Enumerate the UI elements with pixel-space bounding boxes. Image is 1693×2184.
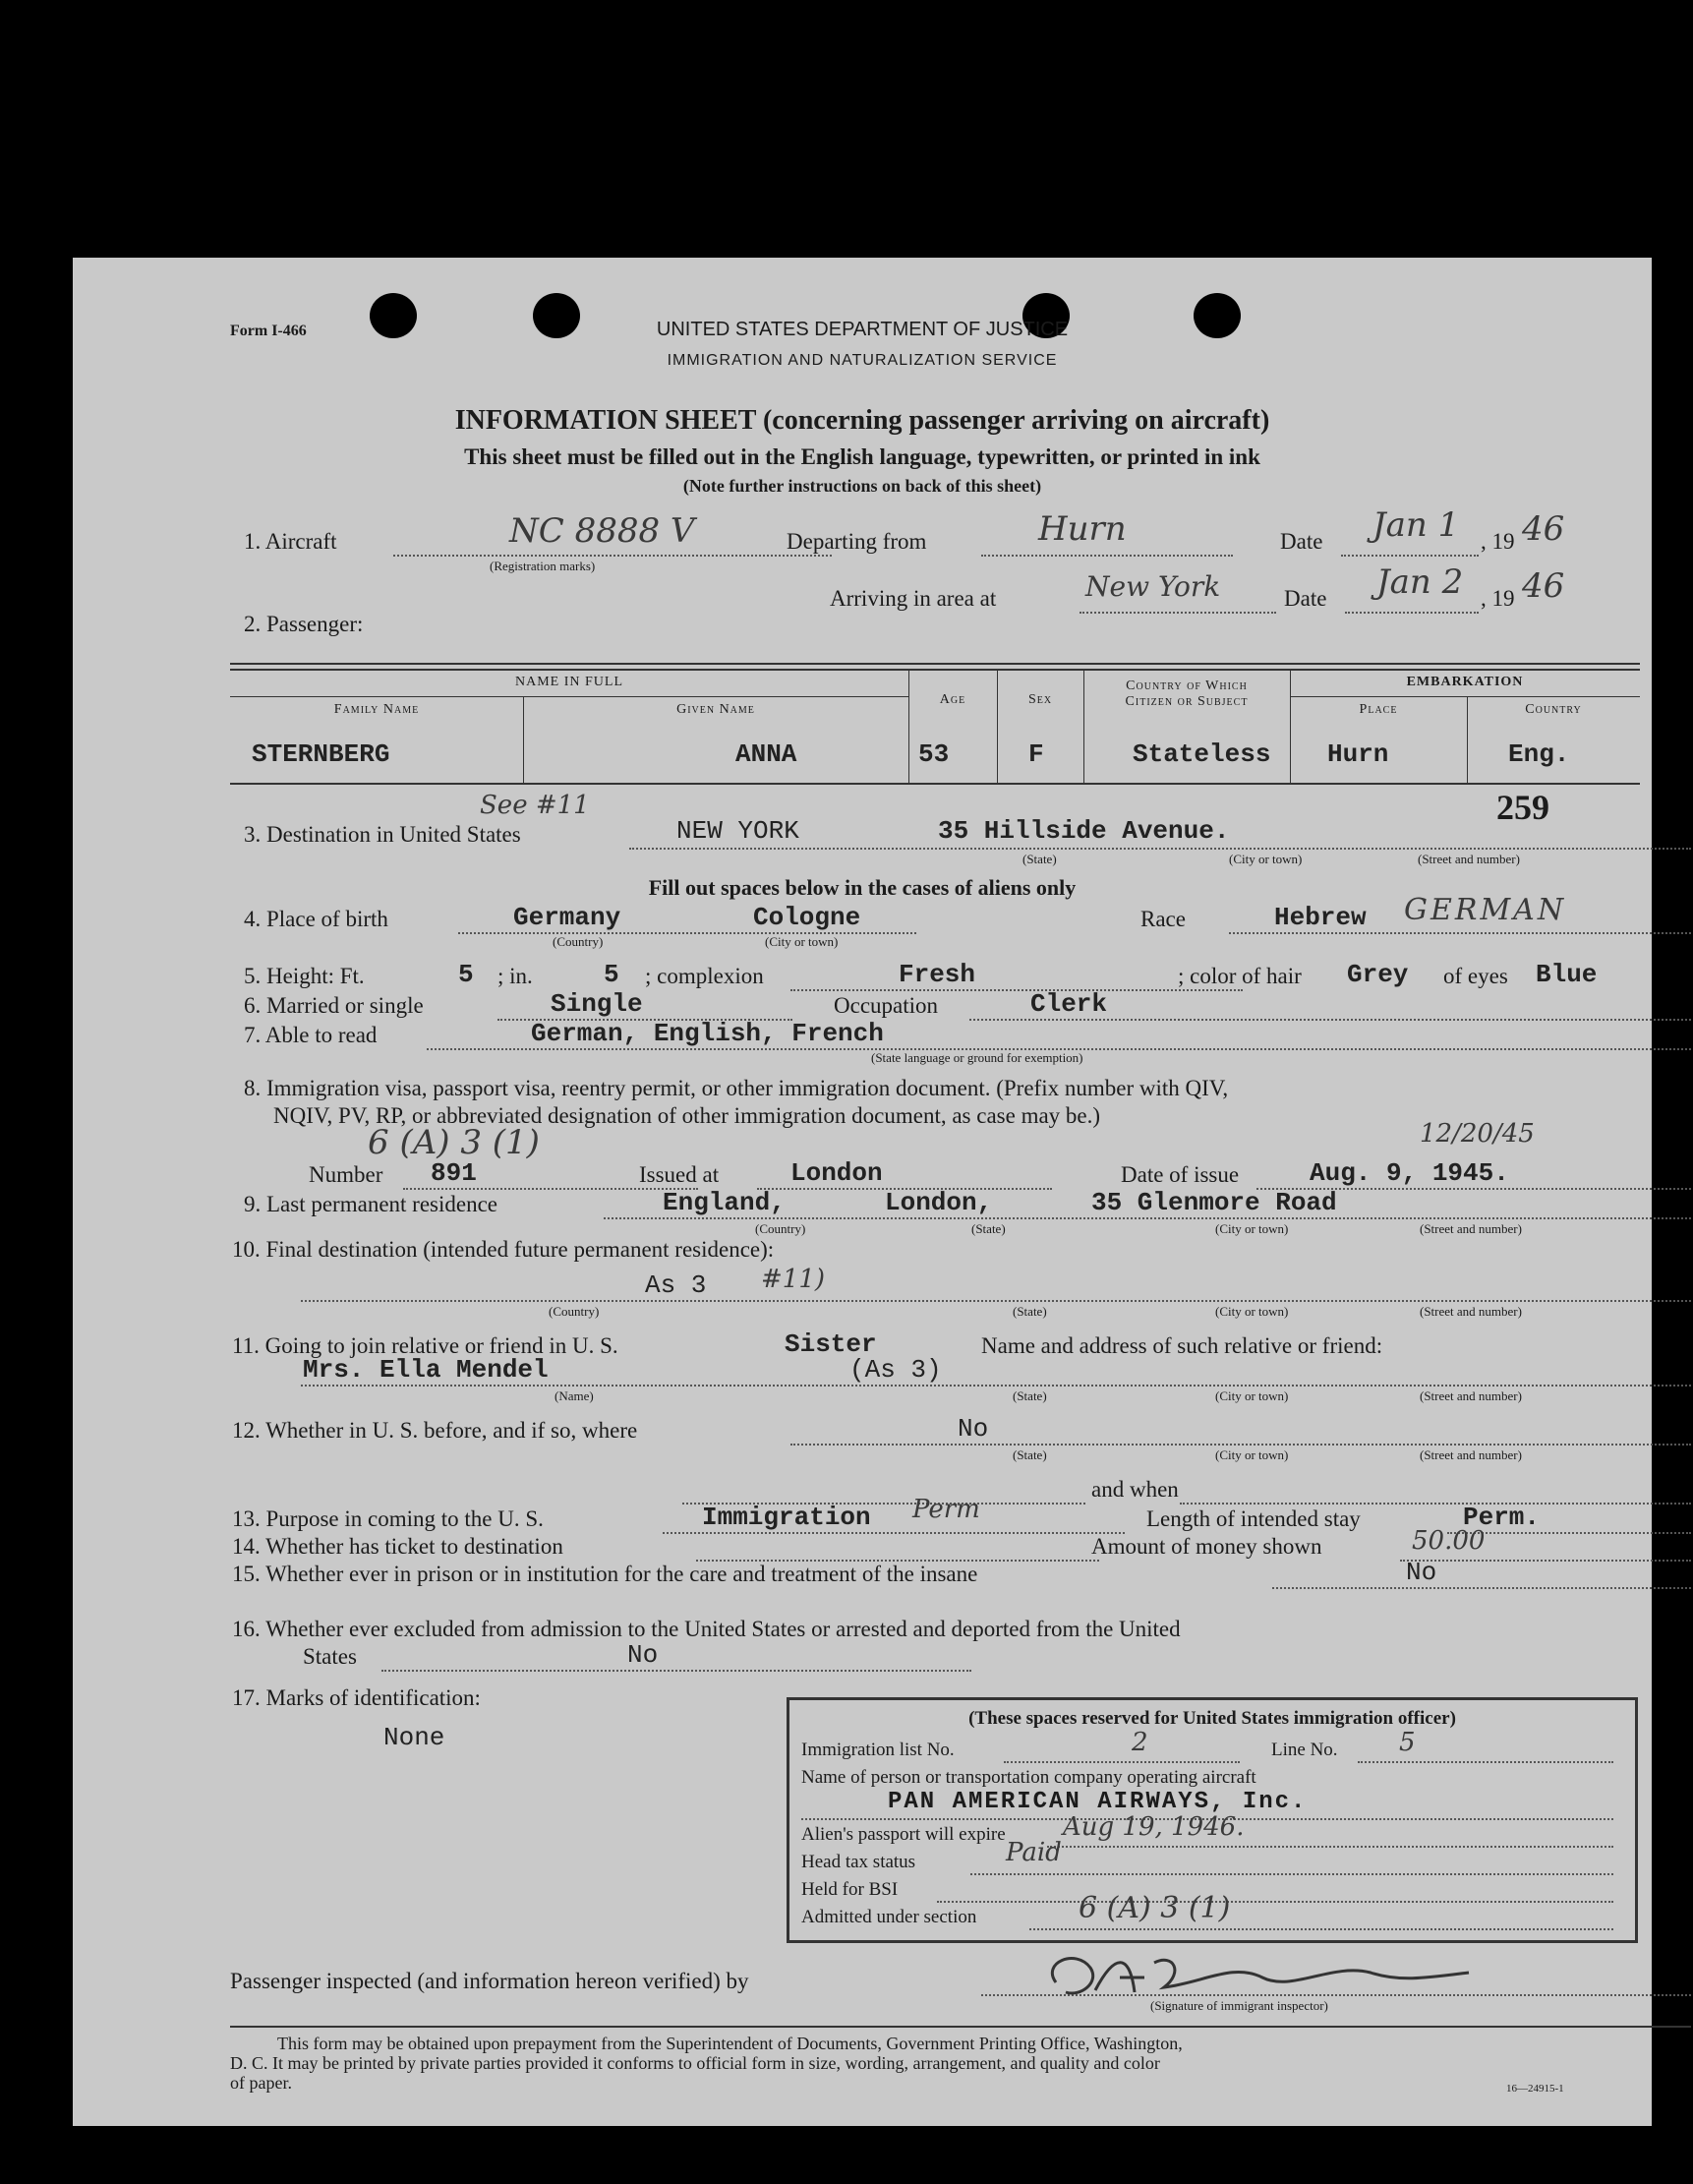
destination-state: NEW YORK [676,816,799,846]
city-caption: (City or town) [1229,852,1303,866]
line-no-value: 5 [1399,1728,1416,1757]
issue-date-label: Date of issue [1121,1162,1240,1187]
destination-street: 35 Hillside Avenue. [938,816,1230,846]
embark-country-header: Country [1525,702,1582,717]
street-caption: (Street and number) [1420,1304,1522,1319]
head-tax-label: Head tax status [801,1852,916,1872]
prison-value: No [1406,1558,1437,1587]
date2-label: Date [1284,586,1327,611]
visa-number-label: Number [309,1162,383,1187]
passport-expire-label: Alien's passport will expire [801,1824,1006,1845]
instruction-note: (Note further instructions on back of this sheet) [682,476,1042,496]
height-in-label: ; in. [497,964,533,988]
issue-date-value: Aug. 9, 1945. [1310,1158,1509,1188]
arriving-label: Arriving in area at [830,586,997,611]
name-caption: (Name) [555,1388,594,1403]
hair-value: Grey [1347,960,1409,989]
visa-number: 891 [431,1158,477,1188]
department-title: UNITED STATES DEPARTMENT OF JUSTICE [656,319,1069,340]
money-value: 50.00 [1412,1526,1486,1556]
eyes-value: Blue [1536,960,1598,989]
service-title: IMMIGRATION AND NATURALIZATION SERVICE [667,352,1058,369]
purpose-value: Immigration [702,1503,871,1532]
visa-label-2: NQIV, PV, RP, or abbreviated designation of other immigration document, as case may be.) [273,1103,1101,1128]
state-caption: (State) [1013,1304,1047,1319]
footer-rule [230,2026,1691,2028]
purpose-hw: Perm [912,1495,980,1524]
city-caption: (City or town) [1215,1447,1289,1462]
year2-prefix: , 19 [1481,586,1515,611]
occupation-label: Occupation [834,993,939,1018]
prior-visit-value: No [958,1414,989,1444]
inspection-label: Passenger inspected (and information hereon verified) by [230,1969,749,1993]
given-name-value: ANNA [735,739,797,769]
company-label: Name of person or transportation company operating aircraft [801,1767,1256,1788]
stay-label: Length of intended stay [1146,1506,1361,1531]
relative-name-label: Name and address of such relative or friend: [981,1333,1383,1358]
admitted-section-value: 6 (A) 3 (1) [1079,1891,1231,1925]
city-caption: (City or town) [765,934,839,949]
marital-label: 6. Married or single [244,993,424,1018]
birth-city: Cologne [753,903,861,932]
passenger-table [230,663,1640,785]
head-tax-value: Paid [1006,1838,1062,1867]
read-label: 7. Able to read [244,1023,378,1047]
complexion-value: Fresh [899,960,976,989]
departing-value: Hurn [1038,509,1127,549]
destination-note: See #11 [480,791,590,820]
prison-label: 15. Whether ever in prison or in institution for the care and treatment of the insane [232,1562,978,1586]
city-caption: (City or town) [1215,1388,1289,1403]
page-title: INFORMATION SHEET (concerning passenger arriving on aircraft) [454,405,1270,436]
city-caption: (City or town) [1215,1221,1289,1236]
aircraft-value: NC 8888 V [509,511,695,551]
form-sheet [73,258,1652,2126]
residence-state: London, [885,1188,993,1217]
identification-value: None [383,1723,445,1752]
embark-place-value: Hurn [1327,739,1389,769]
relative-relation: Sister [785,1329,877,1359]
passport-expire-value: Aug 19, 1946. [1063,1812,1245,1842]
street-caption: (Street and number) [1420,1447,1522,1462]
given-name-header: Given Name [676,702,755,717]
final-destination-label: 10. Final destination (intended future permanent residence): [232,1237,775,1262]
height-label: 5. Height: Ft. [244,964,365,988]
residence-label: 9. Last permanent residence [244,1192,497,1216]
citizenship-value: Stateless [1133,739,1271,769]
footer-line-3: of paper. [230,2073,292,2093]
state-caption: (State) [1013,1388,1047,1403]
race-label: Race [1140,907,1186,931]
issued-label: Issued at [639,1162,720,1187]
birthplace-label: 4. Place of birth [244,907,388,931]
departure-date: Jan 1 [1372,505,1460,545]
aircraft-label: 1. Aircraft [244,529,337,554]
year-prefix: , 19 [1481,529,1515,554]
aliens-note: Fill out spaces below in the cases of aliens only [648,875,1077,900]
age-value: 53 [918,739,950,769]
race-value: Hebrew [1274,903,1367,932]
citizenship-header: Country of Which Citizen or Subject [1125,679,1249,709]
prior-visit-label: 12. Whether in U. S. before, and if so, where [232,1418,638,1443]
instruction: This sheet must be filled out in the English language, typewritten, or printed in ink [464,444,1260,469]
destination-label: 3. Destination in United States [244,822,521,847]
identification-label: 17. Marks of identification: [232,1685,481,1710]
birth-country: Germany [513,903,621,932]
relative-address: (As 3) [849,1355,942,1385]
age-header: Age [939,692,966,707]
bsi-label: Held for BSI [801,1879,899,1900]
form-code: 16—24915-1 [1506,2083,1564,2095]
form-number: Form I-466 [230,323,307,339]
purpose-label: 13. Purpose in coming to the U. S. [232,1506,544,1531]
visa-hw-section: 6 (A) 3 (1) [368,1123,540,1162]
family-name-value: STERNBERG [252,739,390,769]
passenger-label: 2. Passenger: [244,612,364,636]
state-caption: (State) [1013,1447,1047,1462]
footer-line-1: This form may be obtained upon prepayment from the Superintendent of Documents, Government Printing Office, Washington, [277,2034,1183,2053]
embark-country-value: Eng. [1508,739,1570,769]
height-ft: 5 [458,960,474,989]
state-caption: (State) [1022,852,1057,866]
excluded-label-2: States [303,1644,357,1669]
complexion-label: ; complexion [645,964,764,988]
list-no-label: Immigration list No. [801,1740,955,1760]
departing-label: Departing from [787,529,927,554]
excluded-label-1: 16. Whether ever excluded from admission to the United States or arrested and deported from the United [232,1617,1181,1641]
visa-hw-date: 12/20/45 [1420,1119,1535,1149]
money-label: Amount of money shown [1091,1534,1322,1559]
race-handwritten: GERMAN [1404,893,1567,927]
relative-label: 11. Going to join relative or friend in U. S. [232,1333,618,1358]
name-in-full-header: NAME IN FULL [515,675,623,689]
footer-line-2: D. C. It may be printed by private parties provided it conforms to official form in size, wording, arrangement, and quality and color [230,2053,1160,2073]
arrival-date: Jan 2 [1376,562,1464,602]
stay-value: Perm. [1463,1503,1541,1532]
date-label: Date [1280,529,1323,554]
departure-year: 46 [1522,509,1565,549]
sex-header: Sex [1027,692,1053,707]
when-label: and when [1091,1477,1179,1502]
height-in: 5 [604,960,619,989]
arrival-year: 46 [1522,566,1565,606]
issued-value: London [790,1158,883,1188]
street-caption: (Street and number) [1418,852,1520,866]
arriving-value: New York [1085,570,1221,603]
final-destination-value: As 3 [645,1270,707,1300]
relative-name: Mrs. Ella Mendel [303,1355,549,1385]
line-no-label: Line No. [1271,1740,1338,1760]
signature-caption: (Signature of immigrant inspector) [1150,1998,1328,2013]
destination-number: 259 [1496,788,1549,827]
place-header: Place [1359,702,1398,717]
registration-caption: (Registration marks) [490,559,596,573]
street-caption: (Street and number) [1420,1388,1522,1403]
family-name-header: Family Name [333,702,420,717]
final-destination-hw: #11) [761,1265,826,1294]
marital-value: Single [551,989,643,1019]
admitted-section-label: Admitted under section [801,1907,977,1927]
country-caption: (Country) [755,1221,806,1236]
eyes-label: of eyes [1443,964,1508,988]
read-caption: (State language or ground for exemption) [871,1050,1083,1065]
visa-label-1: 8. Immigration visa, passport visa, reentry permit, or other immigration document. (Prefix number with QIV, [244,1076,1229,1100]
country-caption: (Country) [549,1304,600,1319]
read-value: German, English, French [531,1019,884,1048]
residence-street: 35 Glenmore Road [1091,1188,1337,1217]
country-caption: (Country) [553,934,604,949]
sex-value: F [1028,739,1044,769]
officer-box [787,1697,1638,1943]
company-value: PAN AMERICAN AIRWAYS, Inc. [888,1789,1308,1815]
embarkation-header: EMBARKATION [1406,675,1524,689]
list-no-value: 2 [1132,1728,1148,1757]
street-caption: (Street and number) [1420,1221,1522,1236]
ticket-label: 14. Whether has ticket to destination [232,1534,563,1559]
occupation-value: Clerk [1030,989,1108,1019]
residence-country: England, [663,1188,786,1217]
city-caption: (City or town) [1215,1304,1289,1319]
officer-box-title: (These spaces reserved for United States immigration officer) [968,1708,1456,1729]
state-caption: (State) [971,1221,1006,1236]
excluded-value: No [627,1640,659,1670]
hair-label: ; color of hair [1178,964,1302,988]
